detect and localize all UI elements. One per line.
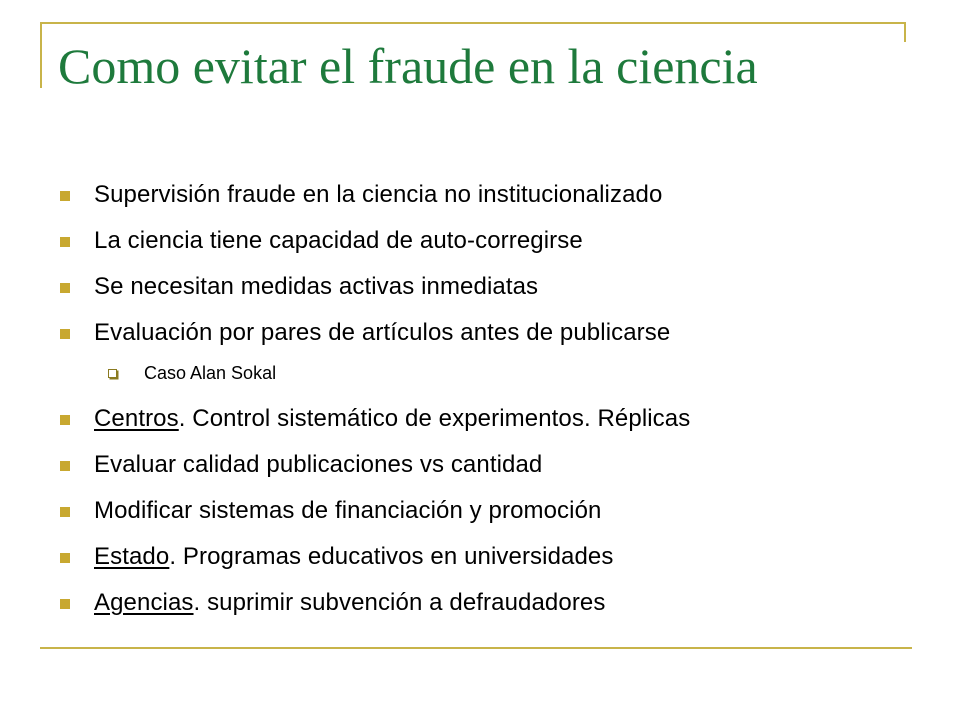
square-bullet-icon [60,415,70,425]
underlined-lead: Estado [94,543,170,570]
bullet-text: La ciencia tiene capacidad de auto-corregirse [94,227,583,254]
bullet-text: Evaluación por pares de artículos antes de publicarse [94,319,671,346]
bullet-text [94,403,690,435]
bullet-text [94,541,613,573]
sub-bullet-text: Caso Alan Sokal [144,363,277,383]
underlined-lead: Agencias [94,589,194,616]
bullet-rest: . Control sistemático de experimentos. Réplicas [178,405,691,432]
bullet-item [58,218,918,264]
frame-top-line [40,22,906,24]
bullet-item [58,580,918,626]
frame-bottom-line [40,647,912,649]
bullet-item [58,172,918,218]
bullet-text: Supervisión fraude en la ciencia no institucionalizado [94,181,663,208]
bullet-list [58,172,918,626]
square-bullet-icon [60,553,70,563]
hollow-square-bullet-icon [108,369,117,378]
bullet-item [58,396,918,442]
bullet-text: Modificar sistemas de financiación y promoción [94,497,602,524]
frame-left-line [40,22,42,88]
bullet-rest: . suprimir subvención a defraudadores [193,589,606,616]
square-bullet-icon [60,191,70,201]
bullet-rest: . Programas educativos en universidades [169,543,614,570]
bullet-text: Evaluar calidad publicaciones vs cantidad [94,451,543,478]
square-bullet-icon [60,507,70,517]
bullet-item [58,264,918,310]
frame-right-line [904,22,906,42]
bullet-text: Se necesitan medidas activas inmediatas [94,273,539,300]
square-bullet-icon [60,237,70,247]
square-bullet-icon [60,599,70,609]
bullet-item [58,488,918,534]
square-bullet-icon [60,461,70,471]
bullet-item [58,534,918,580]
bullet-text [94,587,605,619]
bullet-item [58,310,918,356]
square-bullet-icon [60,329,70,339]
square-bullet-icon [60,283,70,293]
sub-bullet-item [58,356,918,396]
underlined-lead: Centros [94,405,179,432]
slide-title: Como evitar el fraude en la ciencia [58,38,758,94]
bullet-item [58,442,918,488]
